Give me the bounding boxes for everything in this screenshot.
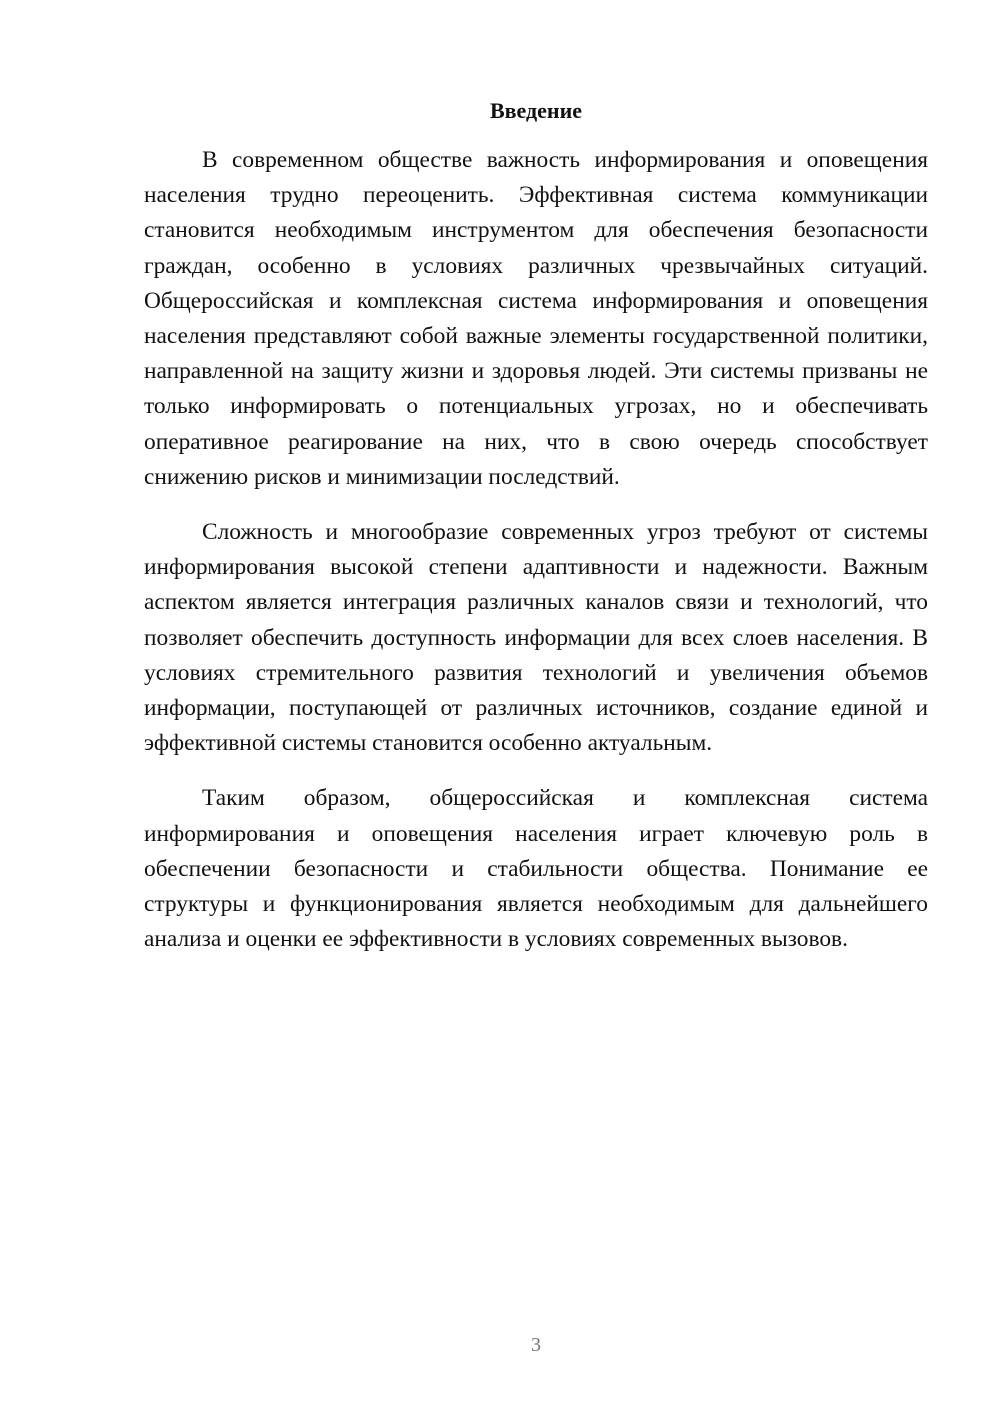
paragraph-2: Сложность и многообразие современных угроз требуют от системы информирования высокой степени адаптивности и надежности. Важным аспектом является интеграция различных каналов связи и технологий, что позволяет обеспечить доступность информации для всех слоев населения. В условиях стремительного развития технологий и увеличения объемов информации, поступающей от различных источников, создание единой и эффективной системы становится особенно актуальным.: [144, 519, 928, 757]
paragraph-1: В современном обществе важность информирования и оповещения населения трудно переоценить. Эффективная система коммуникации становится необходимым инструментом для обеспечения безопасности граждан, особенно в условиях различных чрезвычайных ситуаций. Общероссийская и комплексная система информирования и оповещения населения представляют собой важные элементы государственной политики, направленной на защиту жизни и здоровья людей. Эти системы призваны не только информировать о потенциальных угрозах, но и обеспечивать оперативное реагирование на них, что в свою очередь способствует снижению рисков и минимизации последствий.: [144, 147, 928, 490]
paragraph-3: Таким образом, общероссийская и комплексная система информирования и оповещения населения играет ключевую роль в обеспечении безопасности и стабильности общества. Понимание ее структуры и функционирования является необходимым для дальнейшего анализа и оценки ее эффективности в условиях современных вызовов.: [144, 785, 928, 953]
section-title: Введение: [489, 98, 583, 123]
document-body: [144, 143, 928, 977]
page-number: 3: [531, 1334, 541, 1356]
